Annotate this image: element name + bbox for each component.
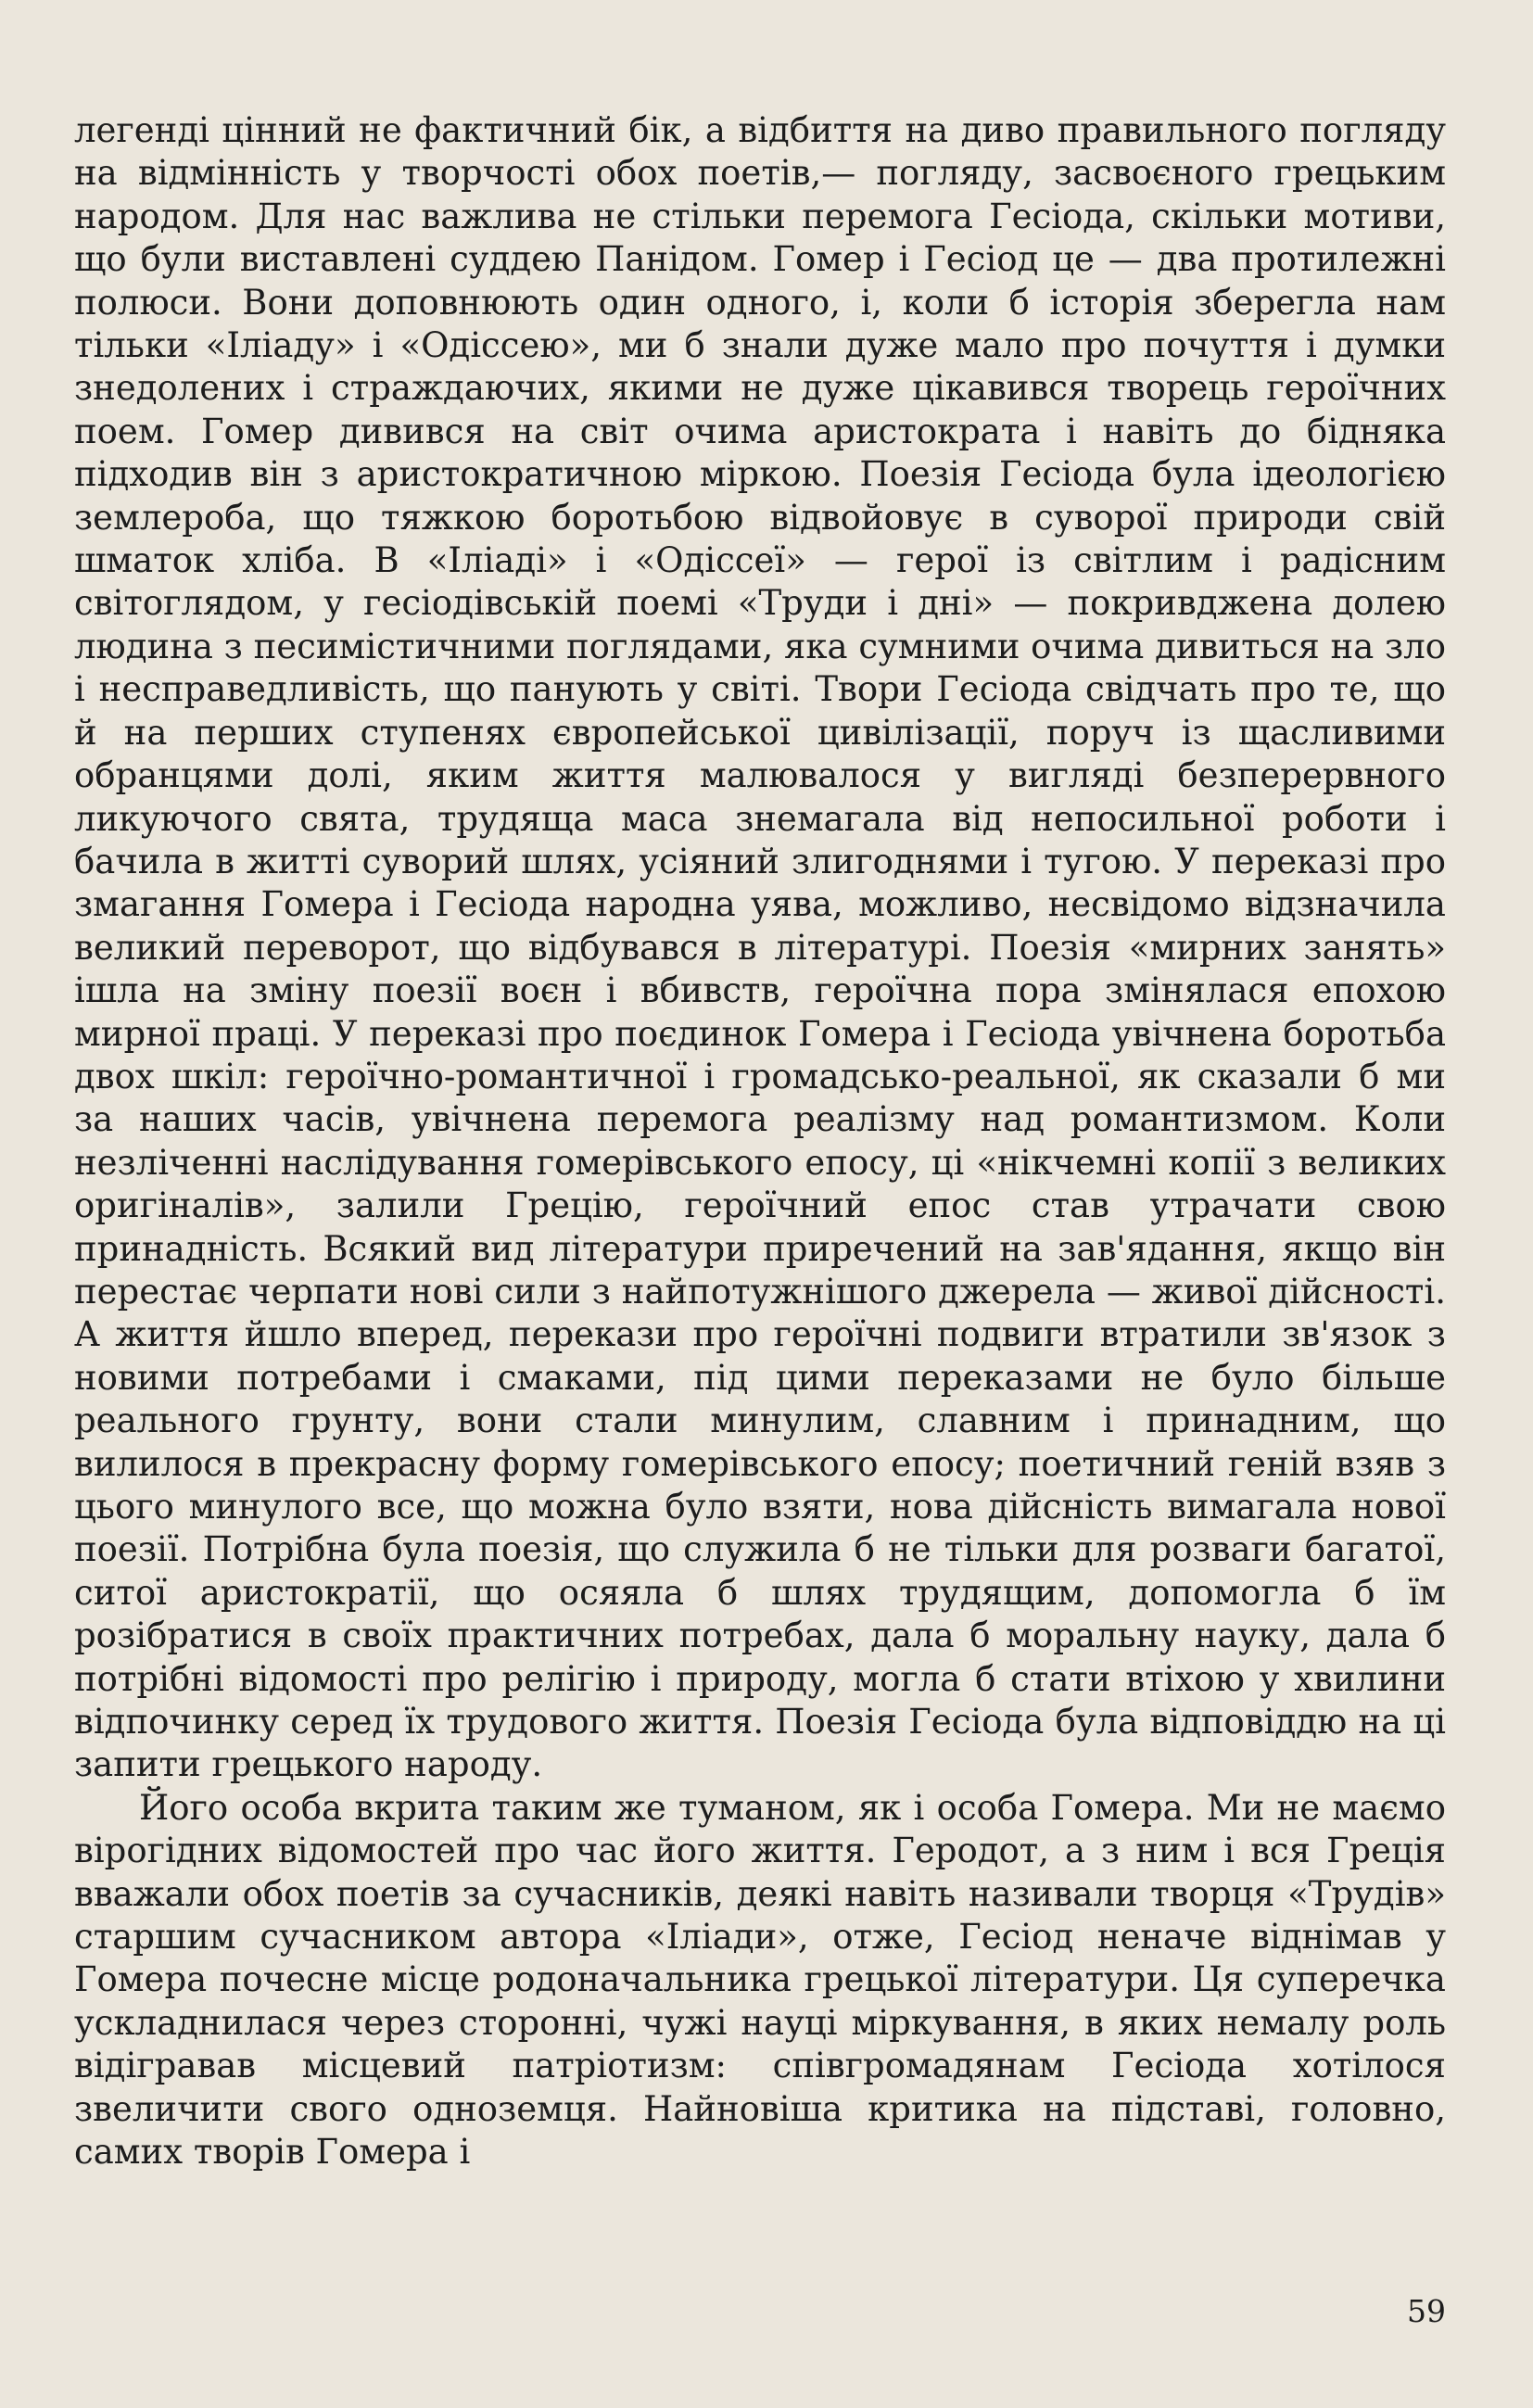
paragraph-1: легенді цінний не фактичний бік, а відбиття на диво правильного погляду на відмінність у творчості обох поетів,— погляду, засвоєного грецьким народом. Для нас важлива не стільки перемога Гесіода, скільки мотиви, що були виставлені суддею Панідом. Гомер і Гесіод це — два протилежні полюси. Вони доповнюють один одного, і, коли б історія зберегла нам тільки «Іліаду» і «Одіссею», ми б знали дуже мало про почуття і думки знедолених і страждаючих, якими не дуже цікавився творець героїчних поем. Гомер дивився на світ очима аристократа і навіть до бідняка підходив він з аристократичною міркою. Поезія Гесіода була ідеологією землероба, що тяжкою боротьбою відвойовує в суворої природи свій шматок хліба. В «Іліаді» і «Одіссеї» — герої із світлим і радісним світоглядом, у гесіодівській поемі «Труди і дні» — покривджена долею людина з песимістичними поглядами, яка сумними очима дивиться на зло і несправедливість, що панують у світі. Твори Гесіода свідчать про те, що й на перших ступенях європейської цивілізації, поруч із щасливими обранцями долі, яким життя малювалося у вигляді безперервного ликуючого свята, трудяща маса знемагала від непосильної роботи і бачила в житті суворий шлях, усіяний злигоднями і тугою. У переказі про змагання Гомера і Гесіода народна уява, можливо, несвідомо відзначила великий переворот, що відбувався в літературі. Поезія «мирних занять» ішла на зміну поезії воєн і вбивств, героїчна пора змінялася епохою мирної праці. У переказі про поєдинок Гомера і Гесіода увічнена боротьба двох шкіл: героїчно-романтичної і громадсько-реальної, як сказали б ми за наших часів, увічнена перемога реалізму над романтизмом. Коли незліченні наслідування гомерівського епосу, ці «нікчемні копії з великих оригіналів», залили Грецію, героїчний епос став утрачати свою принадність. Всякий вид літератури приречений на зав'ядання, якщо він перестає черпати нові сили з найпотужнішого джерела — живої дійсності. А життя йшло вперед, перекази про героїчні подвиги втратили зв'язок з новими потребами і смаками, під цими переказами не було більше реального грунту, вони стали минулим, славним і принадним, що вилилося в прекрасну форму гомерівського епосу; поетичний геній взяв з цього минулого все, що можна було взяти, нова дійсність вимагала нової поезії. Потрібна була поезія, що служила б не тільки для розваги багатої, ситої аристократії, що осяяла б шлях трудящим, допомогла б їм розібратися в своїх практичних потребах, дала б моральну науку, дала б потрібні відомості про релігію і природу, могла б стати втіхою у хвилини відпочинку серед їх трудового життя. Поезія Гесіода була відповіддю на ці запити грецького народу. [74, 110, 1446, 1785]
paragraph-2: Його особа вкрита таким же туманом, як і особа Гомера. Ми не маємо вірогідних відомостей про час його життя. Геродот, а з ним і вся Греція вважали обох поетів за сучасників, деякі навіть називали творця «Трудів» старшим сучасником автора «Іліади», отже, Гесіод неначе віднімав у Гомера почесне місце родоначальника грецької літератури. Ця суперечка ускладнилася через сторонні, чужі науці міркування, в яких немалу роль відігравав місцевий патріотизм: співгромадянам Гесіода хотілося звеличити свого одноземця. Найновіша критика на підставі, головно, самих творів Гомера і [74, 1787, 1446, 2173]
page-body [74, 109, 1446, 2174]
page-number: 59 [1407, 2293, 1446, 2329]
